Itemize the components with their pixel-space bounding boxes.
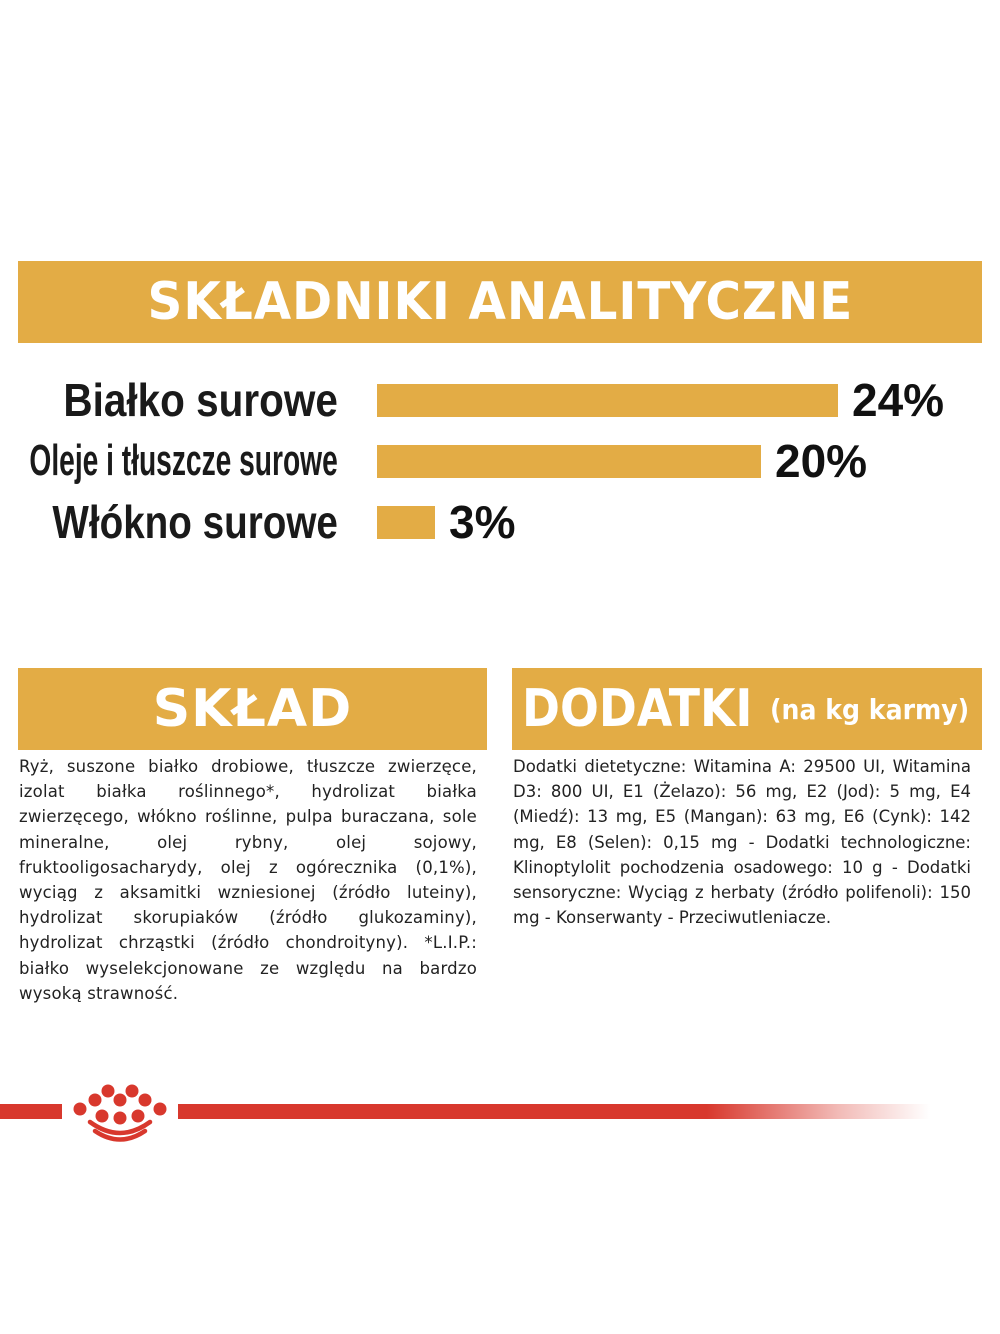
nutrient-label: Oleje i tłuszcze surowe: [29, 436, 338, 485]
nutrient-label: Włókno surowe: [52, 496, 338, 548]
nutrient-row-fiber: [0, 494, 1000, 550]
nutrient-bar: [377, 445, 761, 478]
composition-text: Ryż, suszone białko drobiowe, tłuszcze zwierzęce, izolat białka roślinnego*, hydrolizat białka zwierzęcego, włókno roślinne, pulpa buraczana, sole mineralne, olej rybny, olej sojowy, fruktooligosacharydy, olej z ogórecznika (0,1%), wyciąg z aksamitki wzniesionej (źródło luteiny), hydrolizat skorupiaków (źródło glukozaminy), hydrolizat chrząstki (źródło chondroityny). *L.I.P.: białko wyselekcjonowane ze względu na bardzo wysoką strawność.: [19, 757, 477, 1003]
nutrient-bar: [377, 384, 838, 417]
analytic-section-header: [18, 261, 982, 343]
additives-section-subtitle: (na kg karmy): [769, 692, 970, 726]
additives-text: Dodatki dietetyczne: Witamina A: 29500 UI, Witamina D3: 800 UI, E1 (Żelazo): 56 mg, E2 (Jod): 5 mg, E4 (Miedź): 13 mg, E5 (Mangan): 63 mg, E6 (Cynk): 142 mg, E8 (Selen): 0,15 mg - Dodatki technologiczne: Klinoptylolit pochodzenia osadowego: 10 g - Dodatki sensoryczne: Wyciąg z herbaty (źródło polifenoli): 150 mg - Konserwanty - Przeciwutleniacze.: [513, 757, 971, 928]
nutrient-row-fat: [0, 433, 1000, 489]
nutrient-row-protein: [0, 372, 1000, 428]
nutrient-label: Białko surowe: [63, 374, 338, 426]
royal-canin-crown-icon: [62, 1078, 178, 1144]
analytic-section-title: SKŁADNIKI ANALITYCZNE: [147, 272, 853, 332]
composition-section-title: SKŁAD: [152, 679, 353, 739]
nutrient-value: 3%: [449, 496, 516, 548]
additives-section-header: [512, 668, 982, 750]
nutrient-value: 20%: [775, 435, 868, 487]
nutrient-bar: [377, 506, 435, 539]
composition-section-header: [18, 668, 487, 750]
nutrient-value: 24%: [852, 374, 945, 426]
additives-section-title: DODATKI: [522, 679, 753, 739]
